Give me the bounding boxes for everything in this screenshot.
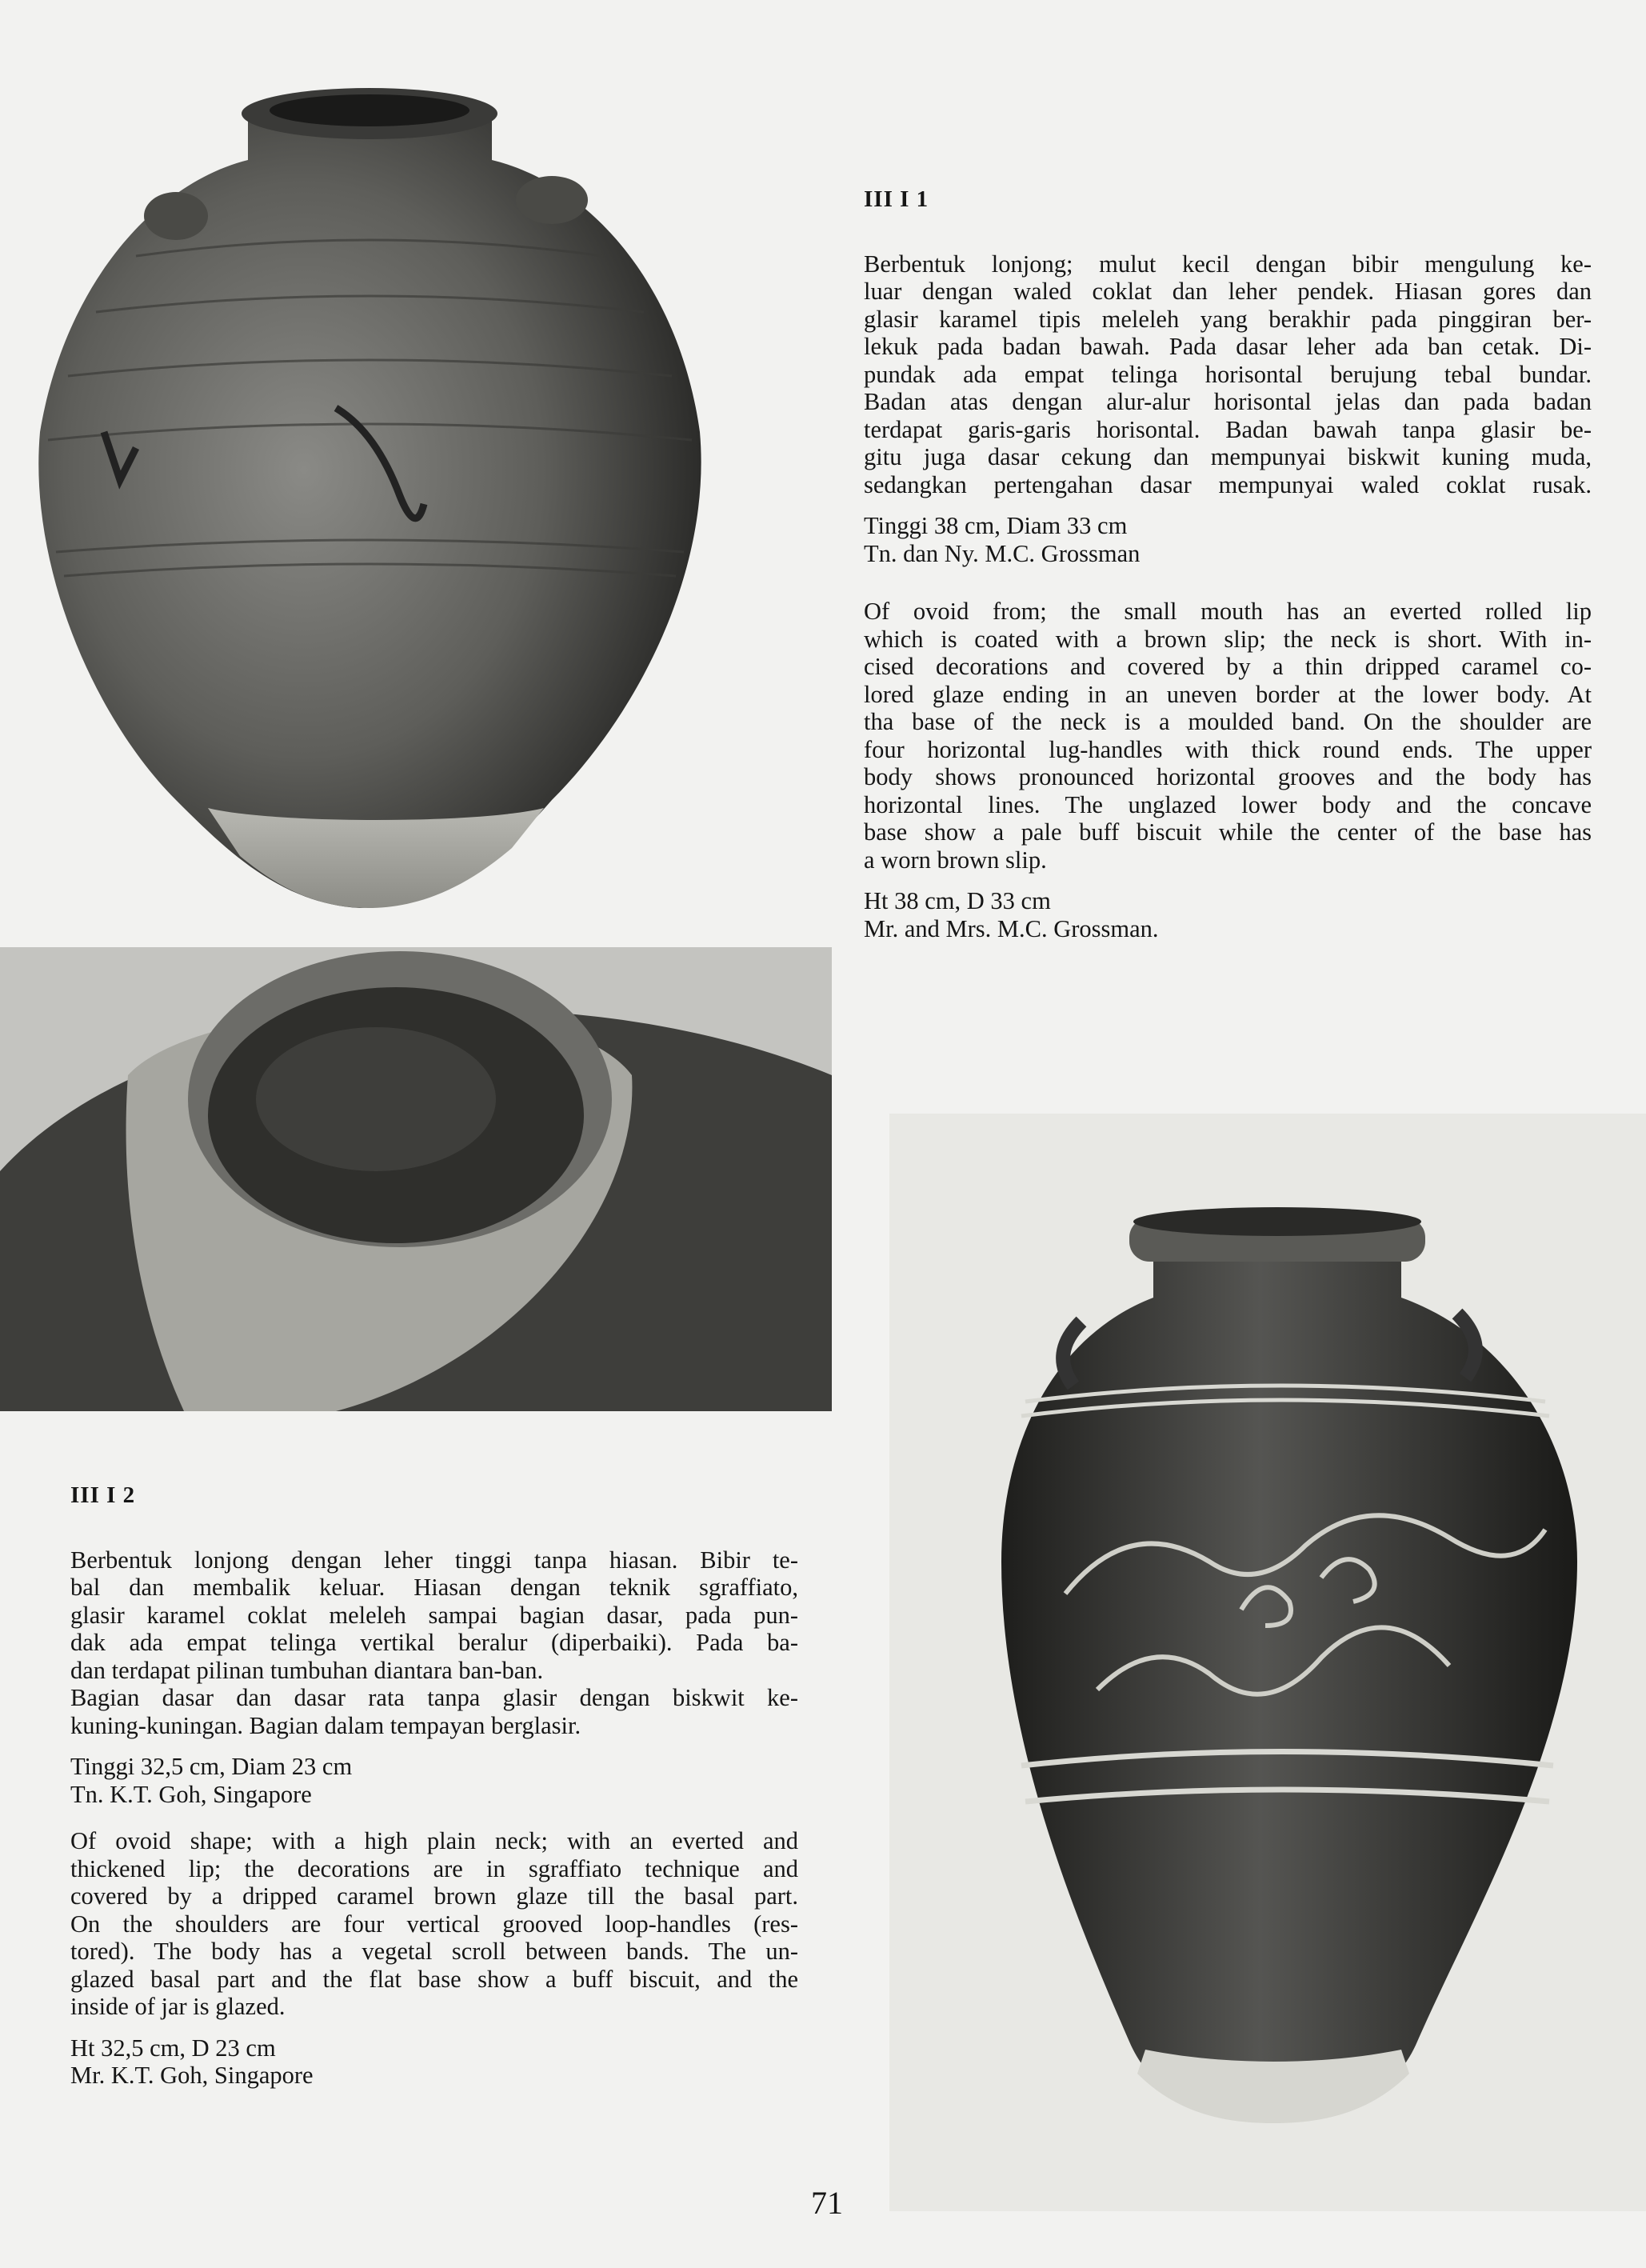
dimensions-owner-english: [70, 2034, 798, 2090]
text-line: thickened lip; the decorations are in sgraffiato technique and: [70, 1854, 798, 1882]
dimensions: Tinggi 32,5 cm, Diam 23 cm: [70, 1753, 353, 1780]
photo-jar-base: [0, 947, 832, 1411]
photo-jar-iii-i-2: [889, 1114, 1646, 2211]
text-line: glazed basal part and the flat base show a buff biscuit, and the: [70, 1965, 798, 1993]
text-line: gitu juga dasar cekung dan mempunyai biskwit kuning muda,: [864, 443, 1592, 470]
text-line: kuning-kuningan. Bagian dalam tempayan berglasir.: [70, 1711, 581, 1739]
text-line: On the shoulders are four vertical grooved loop-handles (res-: [70, 1910, 798, 1938]
text-line: Badan atas dengan alur-alur horisontal jelas dan pada badan: [864, 388, 1592, 415]
text-line: Berbentuk lonjong; mulut kecil dengan bibir mengulung ke-: [864, 250, 1592, 278]
text-line: glasir karamel coklat meleleh sampai bagian dasar, pada pun-: [70, 1601, 798, 1629]
text-line: Of ovoid from; the small mouth has an everted rolled lip: [864, 598, 1592, 625]
dimensions: Ht 38 cm, D 33 cm: [864, 887, 1051, 914]
owner: Tn. dan Ny. M.C. Grossman: [864, 539, 1141, 567]
text-line: Bagian dasar dan dasar rata tanpa glasir dengan biskwit ke-: [70, 1684, 798, 1711]
text-line: covered by a dripped caramel brown glaze till the basal part.: [70, 1882, 798, 1910]
dimensions-owner-english: [864, 887, 1592, 942]
text-line: dan terdapat pilinan tumbuhan diantara ban-ban.: [70, 1656, 544, 1684]
photo-jar-iii-i-1: [32, 56, 720, 916]
description-english: [70, 1827, 798, 2021]
dimensions-owner-indonesian: [864, 512, 1592, 567]
description-indonesian: [864, 250, 1592, 499]
owner: Mr. K.T. Goh, Singapore: [70, 2062, 314, 2089]
text-line: bal dan membalik keluar. Hiasan dengan teknik sgraffiato,: [70, 1574, 798, 1601]
text-line: tored). The body has a vegetal scroll between bands. The un-: [70, 1938, 798, 1965]
text-line: lored glaze ending in an uneven border at the lower body. At: [864, 680, 1592, 708]
text-line: lekuk pada badan bawah. Pada dasar leher ada ban cetak. Di-: [864, 333, 1592, 360]
text-line: luar dengan waled coklat dan leher pendek. Hiasan gores dan: [864, 278, 1592, 305]
text-line: Of ovoid shape; with a high plain neck; with an everted and: [70, 1827, 798, 1854]
text-line: Berbentuk lonjong dengan leher tinggi tanpa hiasan. Bibir te-: [70, 1546, 798, 1574]
text-line: glasir karamel tipis meleleh yang berakhir pada pinggiran ber-: [864, 305, 1592, 333]
entry-iii-i-1: [864, 186, 1592, 942]
text-line: dak ada empat telinga vertikal beralur (diperbaiki). Pada ba-: [70, 1629, 798, 1656]
dimensions: Tinggi 38 cm, Diam 33 cm: [864, 512, 1128, 539]
text-line: base show a pale buff biscuit while the center of the base has: [864, 818, 1592, 846]
text-line: which is coated with a brown slip; the neck is short. With in-: [864, 625, 1592, 653]
description-indonesian: [70, 1546, 798, 1740]
text-line: tha base of the neck is a moulded band. On the shoulder are: [864, 708, 1592, 735]
entry-number: III I 2: [70, 1482, 136, 1508]
owner: Mr. and Mrs. M.C. Grossman.: [864, 914, 1159, 942]
description-english: [864, 598, 1592, 874]
text-line: inside of jar is glazed.: [70, 1993, 286, 2020]
text-line: terdapat garis-garis horisontal. Badan bawah tanpa glasir be-: [864, 415, 1592, 443]
text-line: sedangkan pertengahan dasar mempunyai waled coklat rusak.: [864, 470, 1592, 498]
text-line: body shows pronounced horizontal grooves and the body has: [864, 763, 1592, 790]
text-line: horizontal lines. The unglazed lower body and the concave: [864, 790, 1592, 818]
entry-iii-i-2: [70, 1482, 798, 2090]
text-line: cised decorations and covered by a thin dripped caramel co-: [864, 653, 1592, 680]
text-line: four horizontal lug-handles with thick round ends. The upper: [864, 735, 1592, 763]
entry-number: III I 1: [864, 186, 929, 212]
dimensions-owner-indonesian: [70, 1753, 798, 1808]
text-line: pundak ada empat telinga horisontal berujung tebal bundar.: [864, 360, 1592, 388]
owner: Tn. K.T. Goh, Singapore: [70, 1780, 312, 1808]
text-line: a worn brown slip.: [864, 846, 1047, 874]
dimensions: Ht 32,5 cm, D 23 cm: [70, 2034, 276, 2062]
page-number: 71: [811, 2185, 843, 2221]
